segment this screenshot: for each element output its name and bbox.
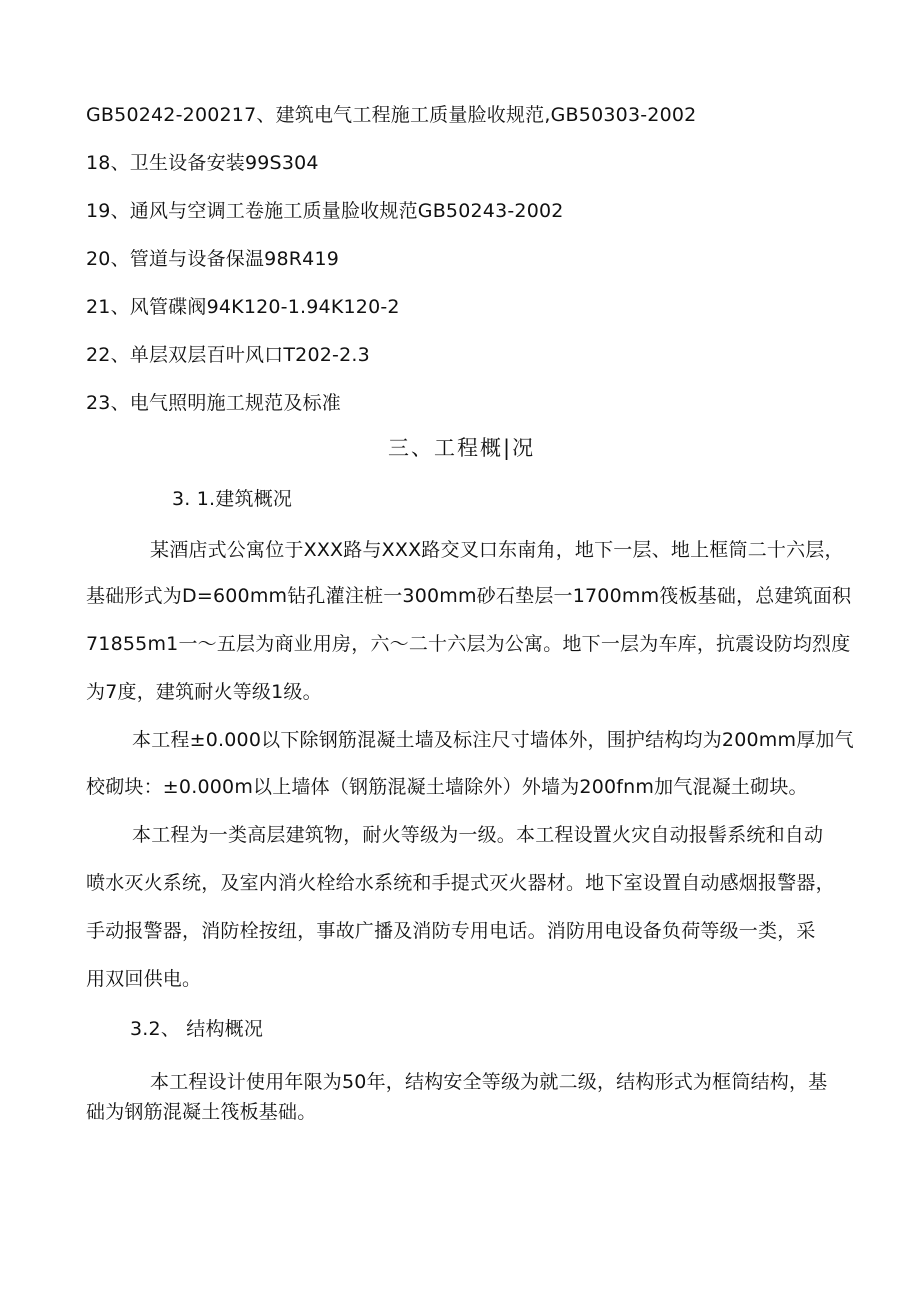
reference-item: 18、卫生设备安装99S304 (86, 152, 319, 174)
reference-item: 20、管道与设备保温98R419 (86, 248, 340, 270)
paragraph-line: 本工程为一类高层建筑物，耐火等级为一级。本工程设置火灾自动报髻系统和自动 (132, 824, 824, 846)
paragraph-line: 础为钢筋混凝土筏板基础。 (86, 1101, 317, 1123)
paragraph-line: 校砌块：±0.000m以上墙体（钢筋混凝土墙除外）外墙为200fnm加气混凝土砌块。 (86, 776, 808, 798)
reference-item: 22、单层双层百叶风口T202-2.3 (86, 344, 370, 366)
paragraph-line: 本工程设计使用年限为50年，结构安全等级为就二级，结构形式为框筒结构，基 (150, 1071, 828, 1093)
paragraph-line: 用双回供电。 (86, 968, 202, 990)
paragraph-line: 基础形式为D=600mm钻孔灌注桩一300mm砂石垫层一1700mm筏板基础，总建筑面积 (86, 585, 852, 607)
paragraph-line: 71855m1一～五层为商业用房，六～二十六层为公寓。地下一层为车库，抗震设防均烈度 (86, 633, 851, 655)
reference-item: 23、电气照明施工规范及标准 (86, 392, 341, 414)
paragraph-line: 手动报警器，消防栓按纽，事故广播及消防专用电话。消防用电设备负荷等级一类，采 (86, 920, 816, 942)
reference-item: GB50242-200217、建筑电气工程施工质量脸收规范,GB50303-2002 (86, 104, 697, 126)
reference-item: 19、通风与空调工卷施工质量脸收规范GB50243-2002 (86, 200, 564, 222)
paragraph-line: 喷水灭火系统，及室内消火栓给水系统和手提式灭火器材。地下室设置自动感烟报警器， (86, 872, 835, 894)
subsection-heading: 3.2、 结构概况 (130, 1018, 264, 1040)
subsection-heading: 3. 1.建筑概况 (172, 488, 293, 510)
paragraph-line: 本工程±0.000以下除钢筋混凝土墙及标注尺寸墙体外，围护结构均为200mm厚加气 (132, 729, 854, 751)
section-title: 三、工程概|况 (388, 436, 536, 460)
paragraph-line: 某酒店式公寓位于XXX路与XXX路交叉口东南角，地下一层、地上框筒二十六层， (150, 539, 844, 561)
reference-item: 21、风管碟阀94K120-1.94K120-2 (86, 296, 400, 318)
paragraph-line: 为7度，建筑耐火等级1级。 (86, 681, 322, 703)
